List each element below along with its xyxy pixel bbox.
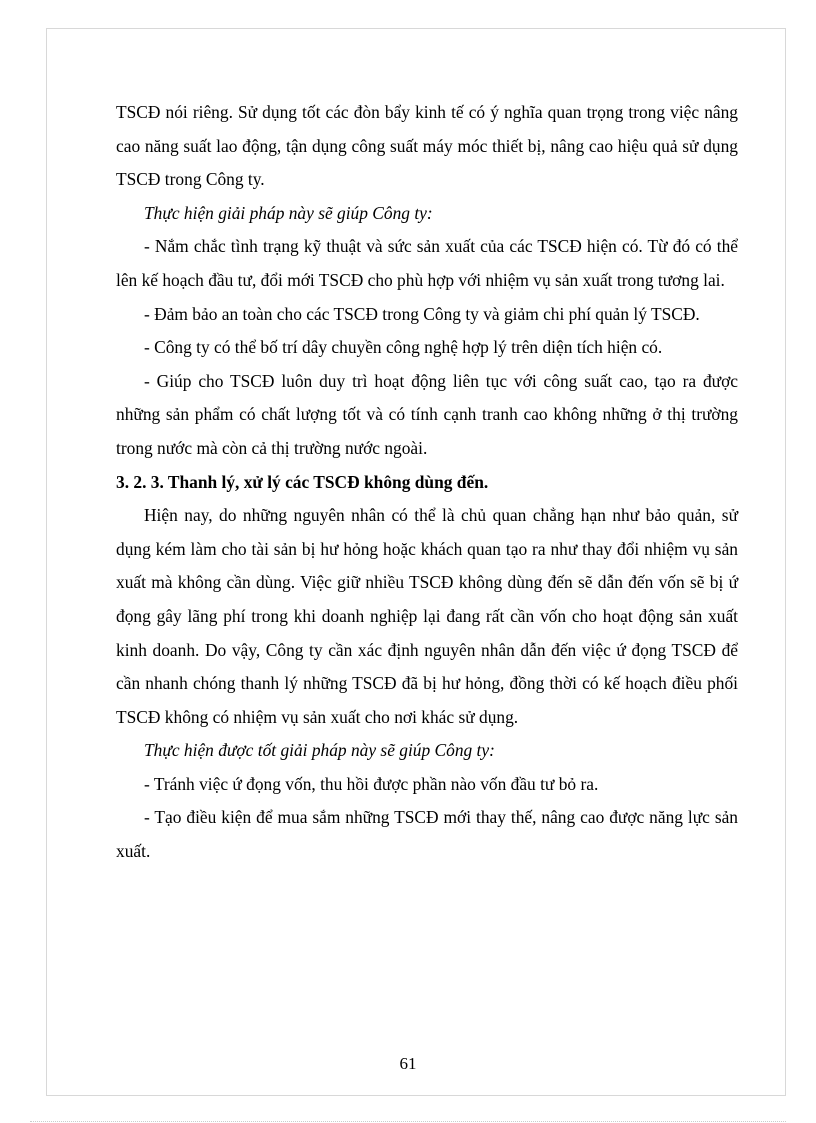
- bullet-paragraph: - Đảm bảo an toàn cho các TSCĐ trong Công ty và giảm chi phí quản lý TSCĐ.: [144, 303, 700, 324]
- paragraph: Hiện nay, do những nguyên nhân có thể là chủ quan chẳng hạn như bảo quản, sử dụng kém làm cho tài sản bị hư hỏng hoặc khách quan tạo ra như thay đổi nhiệm vụ sản xuất mà không cần dùng. Việc giữ nhiều TSCĐ không dùng đến sẽ dẫn đến vốn sẽ bị ứ đọng gây lãng phí trong khi doanh nghiệp lại đang rất cần vốn cho hoạt động sản xuất kinh doanh. Do vậy, Công ty cần xác định nguyên nhân dẫn đến việc ứ đọng TSCĐ để cần nhanh chóng thanh lý những TSCĐ đã bị hư hỏng, đồng thời có kế hoạch điều phối TSCĐ không có nhiệm vụ sản xuất cho nơi khác sử dụng.: [116, 505, 738, 727]
- bullet-paragraph: - Giúp cho TSCĐ luôn duy trì hoạt động liên tục với công suất cao, tạo ra được những sản phẩm có chất lượng tốt và có tính cạnh tranh cao không những ở thị trường trong nước mà còn cả thị trường nước ngoài.: [116, 370, 738, 458]
- bullet-paragraph: - Công ty có thể bố trí dây chuyền công nghệ hợp lý trên diện tích hiện có.: [144, 337, 663, 358]
- section-heading: 3. 2. 3. Thanh lý, xử lý các TSCĐ không dùng đến.: [116, 471, 489, 492]
- bullet-paragraph: - Tạo điều kiện để mua sắm những TSCĐ mới thay thế, nâng cao được năng lực sản xuất.: [116, 807, 738, 862]
- bullet-paragraph: - Nắm chắc tình trạng kỹ thuật và sức sản xuất của các TSCĐ hiện có. Từ đó có thể lên kế hoạch đầu tư, đổi mới TSCĐ cho phù hợp với nhiệm vụ sản xuất trong tương lai.: [116, 236, 738, 290]
- bottom-dotted-rule: [30, 1121, 786, 1122]
- page-number: 61: [399, 1054, 417, 1073]
- paragraph-italic-intro: Thực hiện được tốt giải pháp này sẽ giúp Công ty:: [144, 740, 495, 761]
- document-body: [116, 96, 738, 869]
- paragraph: TSCĐ nói riêng. Sử dụng tốt các đòn bẩy kinh tế có ý nghĩa quan trọng trong việc nâng cao năng suất lao động, tận dụng công suất máy móc thiết bị, nâng cao hiệu quả sử dụng TSCĐ trong Công ty.: [116, 102, 738, 190]
- bullet-paragraph: - Tránh việc ứ đọng vốn, thu hồi được phần nào vốn đầu tư bỏ ra.: [144, 773, 599, 794]
- paragraph-italic-intro: Thực hiện giải pháp này sẽ giúp Công ty:: [144, 202, 433, 223]
